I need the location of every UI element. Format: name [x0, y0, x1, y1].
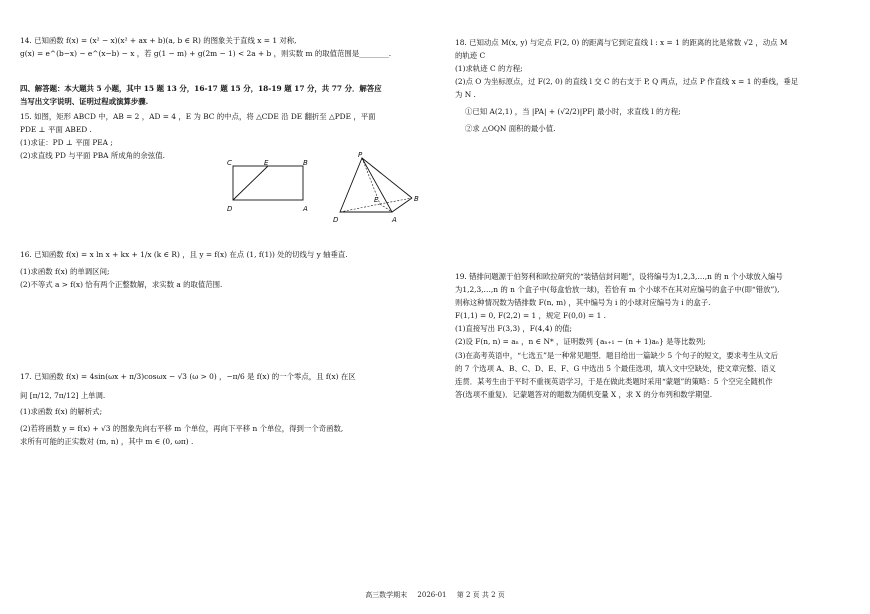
page-footer — [0, 590, 870, 600]
q18-sub1: ①已知 A(2,1) ，当 |PA| + (√2/2)|PF| 最小时，求直线 l 的方程; — [465, 106, 681, 116]
q16-part2: (2)不等式 a > f(x) 恰有两个正整数解，求实数 a 的取值范围. — [20, 279, 223, 289]
question-18 — [455, 38, 855, 137]
label-c: C — [227, 159, 232, 167]
label-a2: A — [392, 216, 397, 224]
q18-part2: (2)点 O 为坐标原点，过 F(2, 0) 的直线 l 交 C 的右支于 P, Q 两点，过点 P 作直线 x = 1 的垂线，垂足 — [455, 77, 799, 87]
section4-line2: 当写出文字说明、证明过程或演算步骤. — [20, 97, 149, 107]
pyramid-front-face — [340, 158, 392, 212]
pyramid-figure — [332, 152, 422, 226]
q19-part3d: 答(选项不重复)．记蒙题答对的题数为随机变量 X ，求 X 的分布列和数学期望. — [455, 389, 713, 399]
q18-sub2: ②求 △OQN 面积的最小值. — [465, 123, 556, 133]
edge-de-dashed — [340, 204, 380, 212]
q19-part3c: 连贯．某考生由于平时不重视英语学习，于是在做此类题时采用“蒙题”的策略：5 个空完全随机作 — [455, 376, 773, 386]
segment-de — [233, 166, 268, 200]
rectangle-figure — [225, 158, 320, 216]
q19-line1: 19. 错排问题源于伯努利和欧拉研究的“装错信封问题”，设将编号为1,2,3,…,n 的 n 个小球放入编号 — [455, 272, 783, 281]
q16-part1: (1)求函数 f(x) 的单调区间; — [20, 266, 110, 276]
question-16 — [20, 250, 425, 293]
q17-line1: 17. 已知函数 f(x) = 4sin(ωx + π/3)cosωx − √3 (ω > 0) ，−π/6 是 f(x) 的一个零点，且 f(x) 在区 — [20, 372, 356, 381]
label-p: P — [358, 152, 363, 159]
label-b: B — [303, 159, 308, 167]
q19-part3a: (3)在高考英语中，“七选五”是一种常见题型．题目给出一篇缺少 5 个句子的短文，要求考生从文后 — [455, 350, 779, 360]
q19-line4: F(1,1) = 0, F(2,2) = 1 ，规定 F(0,0) = 1 . — [455, 311, 606, 321]
question-19 — [455, 272, 855, 403]
q19-line3: 则称这种情况数为错排数 F(n, m) ，其中编号为 i 的小球对应编号为 i 的盒子. — [455, 298, 711, 308]
q15-part1: (1)求证：PD ⊥ 平面 PEA ; — [20, 138, 113, 148]
question-14 — [20, 36, 425, 62]
section-four-heading — [20, 84, 425, 110]
question-17 — [20, 372, 425, 450]
section4-line1: 四、解答题：本大题共 5 小题，其中 15 题 13 分，16-17 题 15 分，18-19 题 17 分，共 77 分．解答应 — [20, 84, 382, 93]
q17-line2: 间 [π/12, 7π/12] 上单调. — [20, 390, 106, 400]
label-e: E — [264, 159, 269, 167]
edge-pb — [362, 158, 412, 198]
label-d2: D — [333, 216, 339, 224]
q14-line1: 14. 已知函数 f(x) = (x² − x)(x² + ax + b)(a, b ∈ R) 的图象关于直线 x = 1 对称, — [20, 36, 297, 45]
footer-date: 2026-01 — [417, 591, 447, 599]
q16-line1: 16. 已知函数 f(x) = x ln x + kx + 1/x (k ∈ R) ，且 y = f(x) 在点 (1, f(1)) 处的切线与 y 轴垂直. — [20, 250, 348, 259]
q15-line1: 15. 如图，矩形 ABCD 中，AB = 2 ，AD = 4 ，E 为 BC 的中点，将 △CDE 沿 DE 翻折至 △PDE ，平面 — [20, 112, 376, 121]
label-d: D — [227, 205, 233, 213]
footer-subject: 高三数学期末 — [365, 591, 408, 599]
rectangle-outline — [233, 166, 303, 200]
q17-part2: (2)若将函数 y = f(x) + √3 的图象先向右平移 m 个单位，再向下平移 n 个单位，得到一个奇函数, — [20, 423, 344, 433]
q19-part1: (1)直接写出 F(3,3) ，F(4,4) 的值; — [455, 324, 573, 334]
q15-part2: (2)求直线 PD 与平面 PBA 所成角的余弦值. — [20, 151, 165, 161]
q18-part2b: 为 N . — [455, 90, 476, 100]
footer-page: 第 2 页 共 2 页 — [456, 591, 505, 599]
q15-line2: PDE ⊥ 平面 ABED . — [20, 125, 92, 135]
q18-line2: 的轨迹 C — [455, 51, 486, 61]
q18-line1: 18. 已知动点 M(x, y) 与定点 F(2, 0) 的距离与它到定直线 l : x = 1 的距离的比是常数 √2 ，动点 M — [455, 38, 788, 47]
q19-part3b: 的 7 个选项 A、B、C、D、E、F、G 中选出 5 个最佳选项，填入文中空缺处，使文章完整、语义 — [455, 363, 776, 373]
q18-part1: (1)求轨迹 C 的方程; — [455, 64, 523, 74]
label-a: A — [303, 205, 308, 213]
label-b2: B — [414, 195, 419, 203]
q19-part2: (2)设 F(n, n) = aₙ ，n ∈ N* ，证明数列 {aₙ₊₁ − (n + 1)aₙ} 是等比数列; — [455, 337, 706, 347]
q17-part1: (1)求函数 f(x) 的解析式; — [20, 407, 103, 417]
q14-line2: g(x) = e^(b−x) − e^(x−b) − x ，若 g(1 − m) + g(2m − 1) < 2a + b ，则实数 m 的取值范围是________. — [20, 49, 392, 59]
q17-part3: 求所有可能的正实数对 (m, n) ，其中 m ∈ (0, ωπ) . — [20, 436, 194, 446]
label-e2: E — [374, 196, 379, 204]
q19-line2: 为1,2,3,…,n 的 n 个盒子中(每盒恰放一球)，若恰有 m 个小球不在其对应编号的盒子中(即“错放”), — [455, 285, 780, 295]
